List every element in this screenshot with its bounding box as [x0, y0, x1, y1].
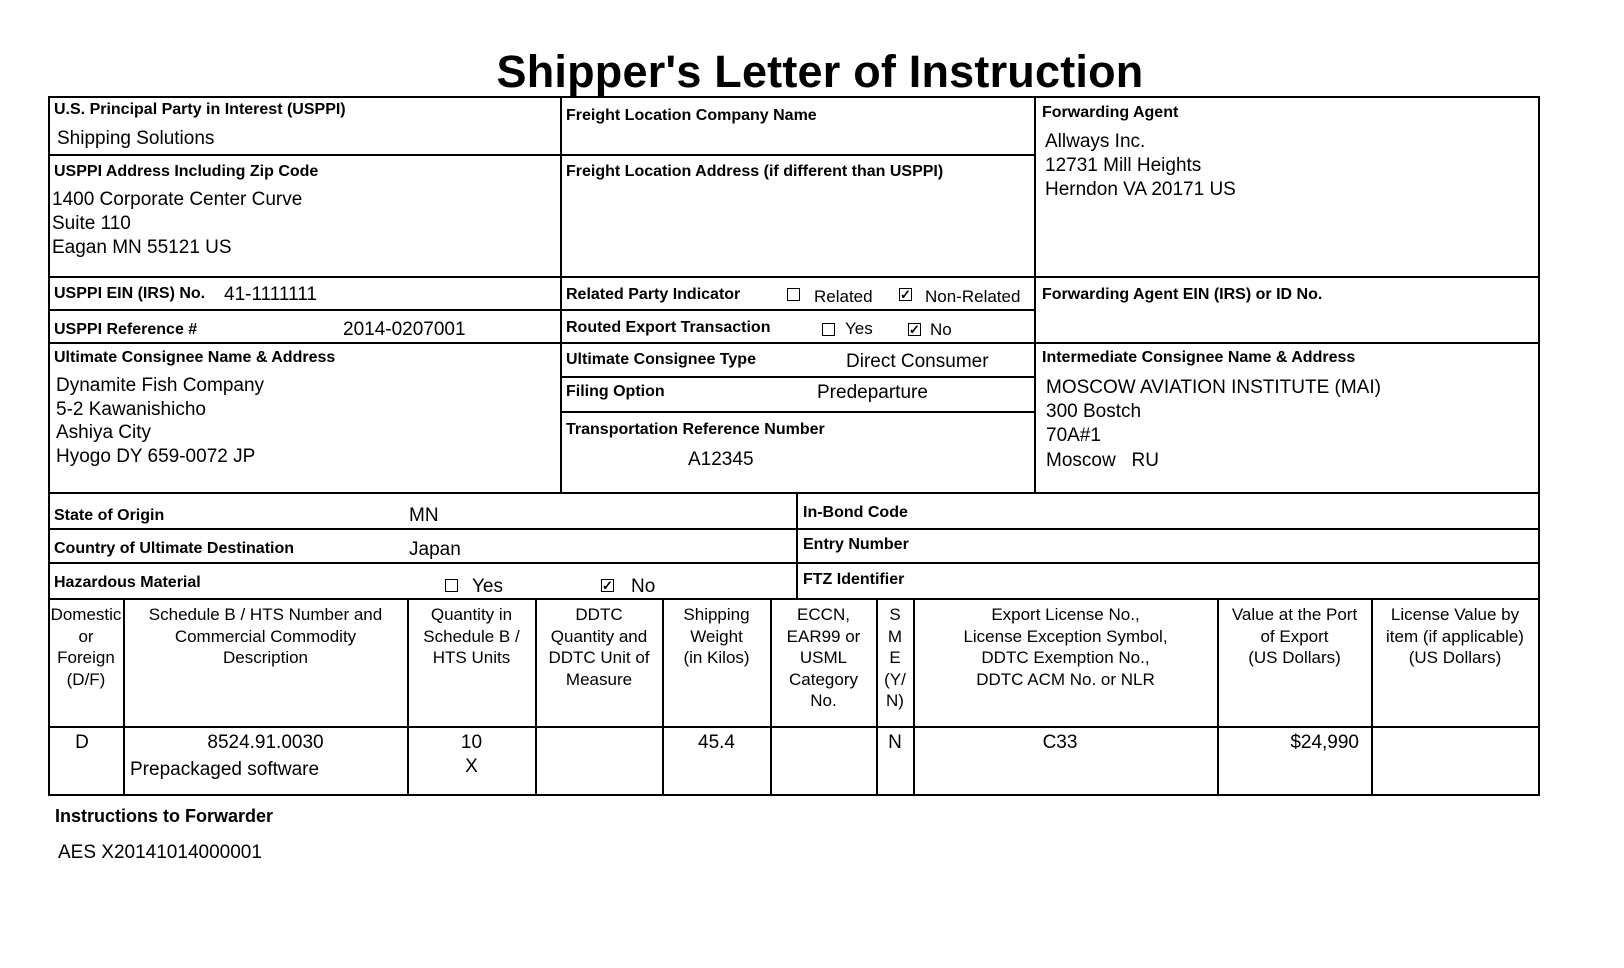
consignee-line: Dynamite Fish Company	[56, 375, 265, 396]
row-sme: N	[888, 732, 902, 753]
routed-export-label: Routed Export Transaction	[566, 319, 771, 336]
freight-location-name-label: Freight Location Company Name	[566, 107, 817, 124]
usppi-ein-label: USPPI EIN (IRS) No.	[54, 285, 206, 302]
header-export-license: Export License No., License Exception Symbol, DDTC Exemption No., DDTC ACM No. or NLR	[963, 605, 1168, 689]
hazardous-no-label: No	[631, 576, 656, 597]
header-quantity: Quantity in Schedule B / HTS Units	[423, 605, 520, 667]
state-of-origin-label: State of Origin	[54, 507, 165, 524]
header-shipping-weight: Shipping Weight (in Kilos)	[683, 605, 750, 667]
row-license: C33	[1042, 732, 1078, 753]
usppi-reference-label: USPPI Reference #	[54, 321, 198, 338]
row-description: Prepackaged software	[130, 759, 320, 780]
in-bond-label: In-Bond Code	[803, 504, 908, 521]
page-title: Shipper's Letter of Instruction	[496, 46, 1144, 97]
intermediate-line: MOSCOW AVIATION INSTITUTE (MAI)	[1046, 377, 1381, 398]
forwarding-agent-line: 12731 Mill Heights	[1045, 155, 1202, 176]
hazardous-yes-label: Yes	[472, 576, 503, 597]
header-schedule-b: Schedule B / HTS Number and Commercial Commodity Description	[148, 605, 383, 667]
hazardous-yes-checkbox[interactable]	[445, 579, 458, 592]
consignee-line: 5-2 Kawanishicho	[56, 399, 206, 420]
intermediate-line: 70A#1	[1046, 425, 1101, 446]
usppi-address-line: Eagan MN 55121 US	[52, 237, 232, 258]
usppi-reference-value: 2014-0207001	[343, 319, 466, 340]
header-value-port: Value at the Port of Export (US Dollars)	[1231, 605, 1358, 667]
row-df: D	[75, 732, 89, 753]
routed-no-checkbox[interactable]: ✓	[909, 322, 920, 337]
usppi-value: Shipping Solutions	[57, 128, 215, 149]
consignee-type-value: Direct Consumer	[846, 351, 989, 372]
forwarding-agent-ein-label: Forwarding Agent EIN (IRS) or ID No.	[1042, 286, 1323, 303]
related-option-label: Related	[814, 287, 873, 306]
consignee-line: Ashiya City	[56, 422, 152, 443]
routed-no-label: No	[930, 320, 952, 339]
row-quantity: 10	[460, 732, 483, 753]
header-license-value: License Value by item (if applicable) (US Dollars)	[1386, 605, 1524, 667]
filing-option-label: Filing Option	[566, 383, 665, 400]
entry-number-label: Entry Number	[803, 536, 909, 553]
row-unit: X	[465, 756, 478, 777]
routed-yes-label: Yes	[845, 319, 873, 338]
hazardous-no-checkbox[interactable]: ✓	[602, 578, 613, 593]
transport-ref-label: Transportation Reference Number	[566, 421, 825, 438]
forwarding-agent-line: Allways Inc.	[1045, 131, 1146, 152]
row-schedule-b: 8524.91.0030	[207, 732, 324, 753]
consignee-line: Hyogo DY 659-0072 JP	[56, 446, 256, 467]
non-related-option-label: Non-Related	[925, 287, 1021, 306]
transport-ref-value: A12345	[688, 449, 754, 470]
instructions-label: Instructions to Forwarder	[55, 806, 274, 826]
intermediate-line: Moscow RU	[1046, 450, 1159, 471]
header-eccn: ECCN, EAR99 or USML Category No.	[786, 605, 861, 710]
forwarding-agent-label: Forwarding Agent	[1042, 104, 1179, 121]
intermediate-line: 300 Bostch	[1046, 401, 1142, 422]
header-sme: S M E (Y/ N)	[884, 605, 906, 710]
row-value: $24,990	[1290, 732, 1359, 753]
intermediate-consignee-label: Intermediate Consignee Name & Address	[1042, 349, 1356, 366]
routed-yes-checkbox[interactable]	[822, 323, 835, 336]
usppi-label: U.S. Principal Party in Interest (USPPI)	[54, 101, 346, 118]
header-domestic-foreign: Domestic or Foreign (D/F)	[50, 605, 122, 689]
usppi-ein-value: 41-1111111	[224, 284, 317, 305]
row-weight: 45.4	[698, 732, 735, 753]
usppi-address-line: Suite 110	[52, 213, 131, 234]
consignee-type-label: Ultimate Consignee Type	[566, 351, 756, 368]
country-destination-value: Japan	[409, 539, 461, 560]
hazardous-label: Hazardous Material	[54, 574, 201, 591]
non-related-checkbox[interactable]: ✓	[900, 287, 911, 302]
ultimate-consignee-label: Ultimate Consignee Name & Address	[54, 349, 336, 366]
usppi-address-label: USPPI Address Including Zip Code	[54, 163, 319, 180]
related-checkbox[interactable]	[787, 288, 800, 301]
usppi-address-line: 1400 Corporate Center Curve	[52, 189, 303, 210]
related-party-label: Related Party Indicator	[566, 286, 741, 303]
state-of-origin-value: MN	[409, 505, 439, 526]
header-ddtc-quantity: DDTC Quantity and DDTC Unit of Measure	[548, 605, 650, 689]
country-destination-label: Country of Ultimate Destination	[54, 540, 295, 557]
filing-option-value: Predeparture	[817, 382, 928, 403]
instructions-value: AES X20141014000001	[58, 842, 262, 863]
freight-location-address-label: Freight Location Address (if different than USPPI)	[566, 163, 944, 180]
ftz-label: FTZ Identifier	[803, 571, 905, 588]
forwarding-agent-line: Herndon VA 20171 US	[1045, 179, 1236, 200]
